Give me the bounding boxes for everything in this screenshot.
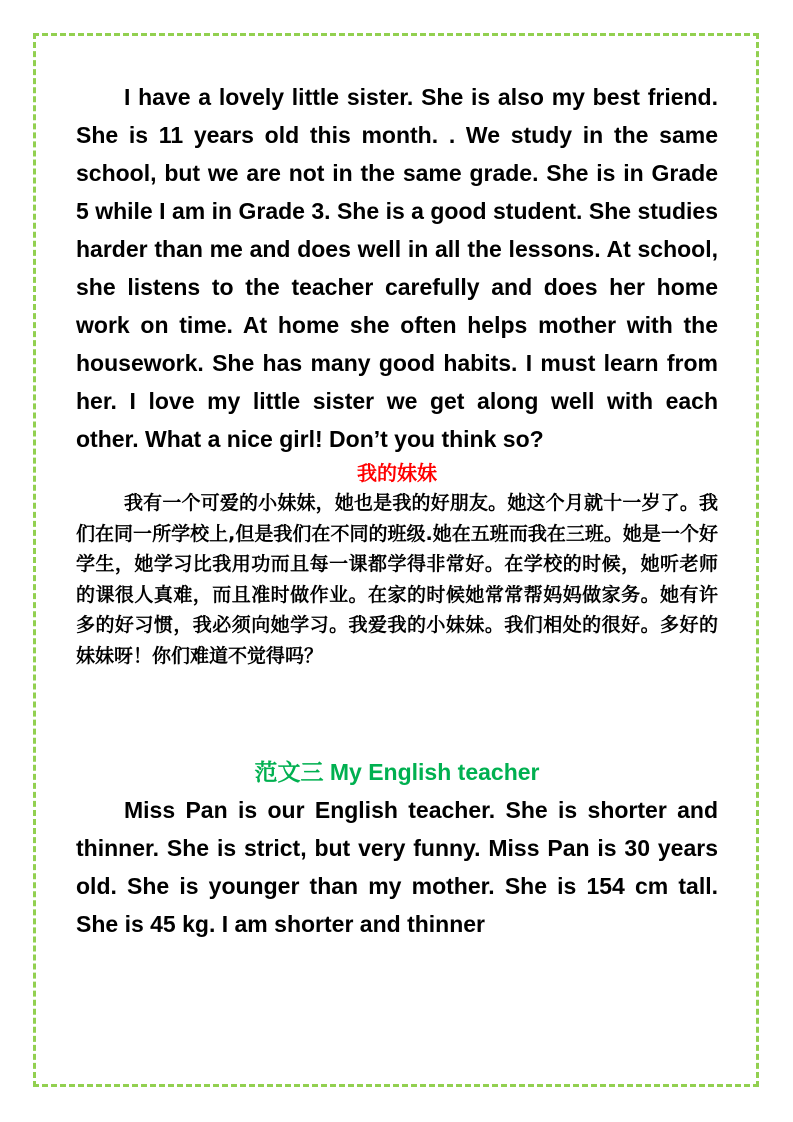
passage1-chinese: 我有一个可爱的小妹妹，她也是我的好朋友。她这个月就十一岁了。我们在同一所学校上,但是我们在不同的班级.她在五班而我在三班。她是一个好学生，她学习比我用功而且每一课都学得非常好。在学校的时候，她听老师的课很人真难，而且准时做作业。在家的时候她常常帮妈妈做家务。她有许多的好习惯，我必须向她学习。我爱我的小妹妹。我们相处的很好。多好的妹妹呀！你们难道不觉得吗？ — [76, 492, 718, 667]
passage2-english: Miss Pan is our English teacher. She is shorter and thinner. She is strict, but very funny. Miss Pan is 30 years old. She is younger than my mother. She is 154 cm tall. She is 45 kg. I am shorter and thinner — [76, 797, 718, 937]
passage2-title: 范文三 My English teacher — [254, 759, 540, 785]
document-body — [76, 78, 718, 943]
passage1-chinese-title: 我的妹妹 — [357, 461, 437, 485]
passage1-english: I have a lovely little sister. She is also my best friend. She is 11 years old this month. . We study in the same school, but we are not in the same grade. She is in Grade 5 while I am in Grade 3. She is a good student. She studies harder than me and does well in all the lessons. At school, she listens to the teacher carefully and does her home work on time. At home she often helps mother with the housework. She has many good habits. I must learn from her. I love my little sister we get along well with each other. What a nice girl! Don’t you think so? — [76, 84, 718, 452]
section-spacer — [76, 671, 718, 753]
